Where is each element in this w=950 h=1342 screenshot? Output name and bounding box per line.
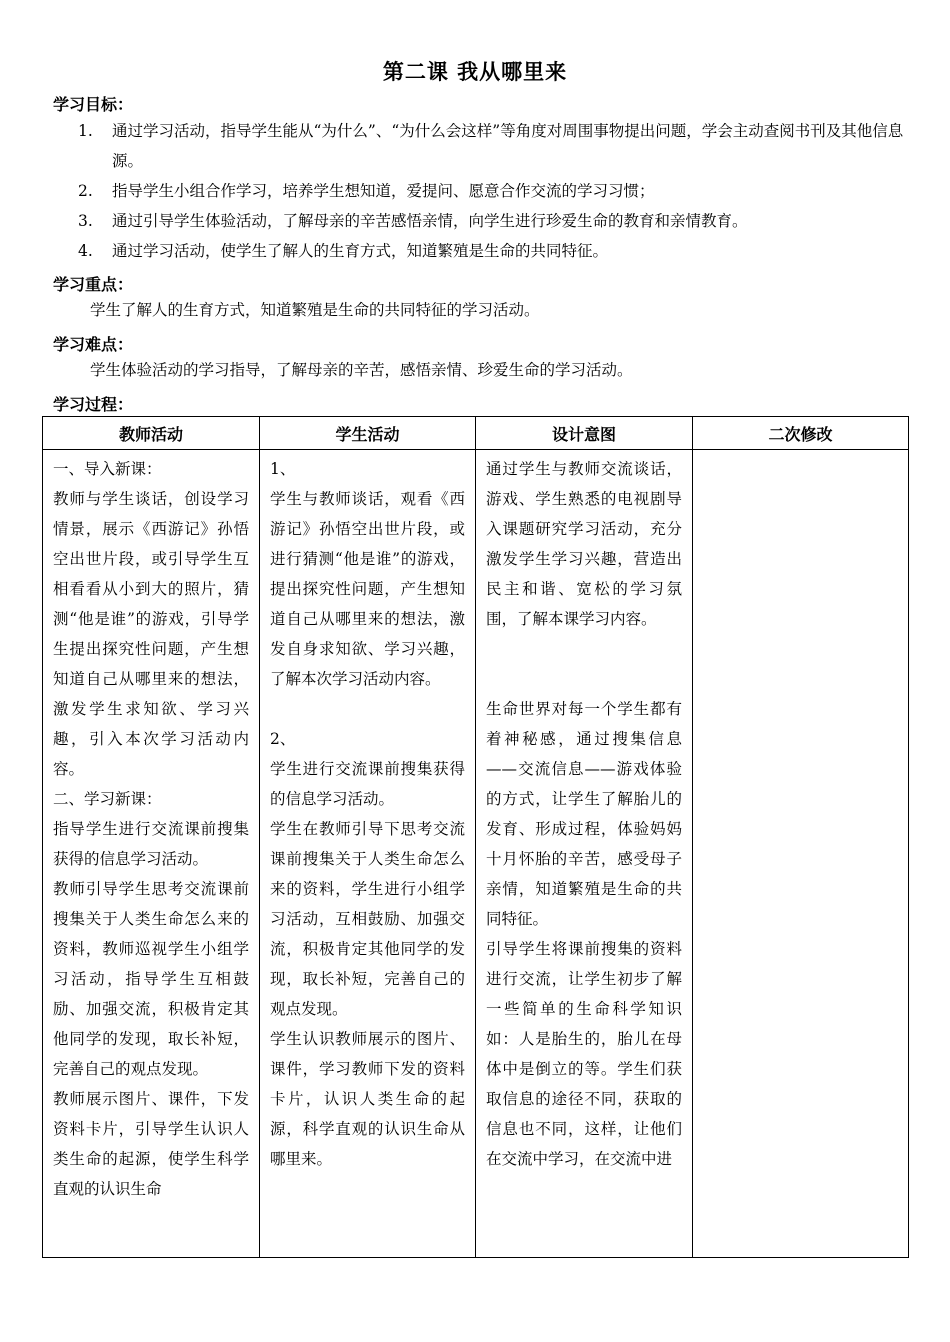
objective-item-4	[78, 236, 908, 266]
student-para: 2、	[270, 730, 296, 748]
table-header-row	[43, 417, 909, 450]
design-para: 引导学生将课前搜集的资料进行交流，让学生初步了解一些简单的生命科学知识如：人是胎生的，胎儿在母体中是倒立的等。学生们获取信息的途径不同，获取的信息也不同，这样，让他们在交流中学习，在交流中进	[486, 940, 682, 1168]
teacher-para: 教师引导学生思考交流课前搜集关于人类生命怎么来的资料，教师巡视学生小组学习活动，指导学生互相鼓励、加强交流，积极肯定其他同学的发现，取长补短，完善自己的观点发现。	[53, 880, 249, 1078]
design-para: 生命世界对每一个学生都有着神秘感，通过搜集信息——交流信息——游戏体验的方式，让学生了解胎儿的发育、形成过程，体验妈妈十月怀胎的辛苦，感受母子亲情，知道繁殖是生命的共同特征。	[486, 700, 682, 928]
teacher-para: 教师展示图片、课件，下发资料卡片，引导学生认识人类生命的起源，使学生科学直观的认识生命	[53, 1090, 249, 1198]
objective-item-2	[78, 176, 908, 206]
header-teacher-activity: 教师活动	[43, 417, 260, 450]
header-student-activity: 学生活动	[260, 417, 476, 450]
objective-number: 3.	[78, 212, 93, 230]
difficulties-label: 学习难点：	[53, 335, 134, 354]
process-label: 学习过程：	[53, 395, 134, 414]
objective-text: 通过学习活动，使学生了解人的生育方式，知道繁殖是生命的共同特征。	[112, 242, 609, 260]
student-para: 学生认识教师展示的图片、课件，学习教师下发的资料卡片，认识人类生命的起源，科学直观的认识生命从哪里来。	[270, 1030, 465, 1168]
design-intent-cell	[476, 450, 693, 1258]
student-para: 学生与教师谈话，观看《西游记》孙悟空出世片段，或进行猜测“他是谁”的游戏，提出探究性问题，产生想知道自己从哪里来的想法，激发自身求知欲、学习兴趣，了解本次学习活动内容。	[270, 490, 465, 688]
header-revision: 二次修改	[693, 417, 909, 450]
objective-item-3	[78, 206, 908, 236]
objective-number: 2.	[78, 182, 93, 200]
key-points-text: 学生了解人的生育方式，知道繁殖是生命的共同特征的学习活动。	[90, 301, 540, 319]
teacher-para: 指导学生进行交流课前搜集获得的信息学习活动。	[53, 820, 249, 868]
objective-number: 4.	[78, 242, 93, 260]
teacher-para: 教师与学生谈话，创设学习情景，展示《西游记》孙悟空出世片段，或引导学生互相看看从小到大的照片，猜测“他是谁”的游戏，引导学生提出探究性问题，产生想知道自己从哪里来的想法，激发学生求知欲、学习兴趣，引入本次学习活动内容。	[53, 490, 249, 778]
objective-item-1	[78, 116, 908, 176]
objective-text: 通过引导学生体验活动，了解母亲的辛苦感悟亲情，向学生进行珍爱生命的教育和亲情教育。	[112, 212, 748, 230]
objective-number: 1.	[78, 122, 93, 140]
teacher-para: 二、学习新课：	[53, 790, 162, 808]
revision-cell[interactable]	[693, 450, 909, 1258]
teacher-para: 一、导入新课：	[53, 460, 162, 478]
design-para: 通过学生与教师交流谈话，游戏、学生熟悉的电视剧导入课题研究学习活动，充分激发学生学习兴趣，营造出民主和谐、宽松的学习氛围，了解本课学习内容。	[486, 460, 682, 628]
objectives-label: 学习目标：	[53, 95, 134, 114]
process-table	[42, 416, 909, 1258]
objective-text: 通过学习活动，指导学生能从“为什么”、“为什么会这样”等角度对周围事物提出问题，学会主动查阅书刊及其他信息源。	[112, 122, 904, 170]
page-title: 第二课 我从哪里来	[382, 60, 568, 84]
header-design-intent: 设计意图	[476, 417, 693, 450]
table-row	[43, 450, 909, 1258]
difficulties-text: 学生体验活动的学习指导，了解母亲的辛苦，感悟亲情、珍爱生命的学习活动。	[90, 361, 633, 379]
objective-text: 指导学生小组合作学习，培养学生想知道，爱提问、愿意合作交流的学习习惯；	[112, 182, 655, 200]
student-para: 1、	[270, 460, 296, 478]
student-activity-cell	[260, 450, 476, 1258]
key-points-label: 学习重点：	[53, 275, 134, 294]
student-para: 学生进行交流课前搜集获得的信息学习活动。	[270, 760, 465, 808]
teacher-activity-cell	[43, 450, 260, 1258]
student-para: 学生在教师引导下思考交流课前搜集关于人类生命怎么来的资料，学生进行小组学习活动，互相鼓励、加强交流，积极肯定其他同学的发现，取长补短，完善自己的观点发现。	[270, 820, 465, 1018]
